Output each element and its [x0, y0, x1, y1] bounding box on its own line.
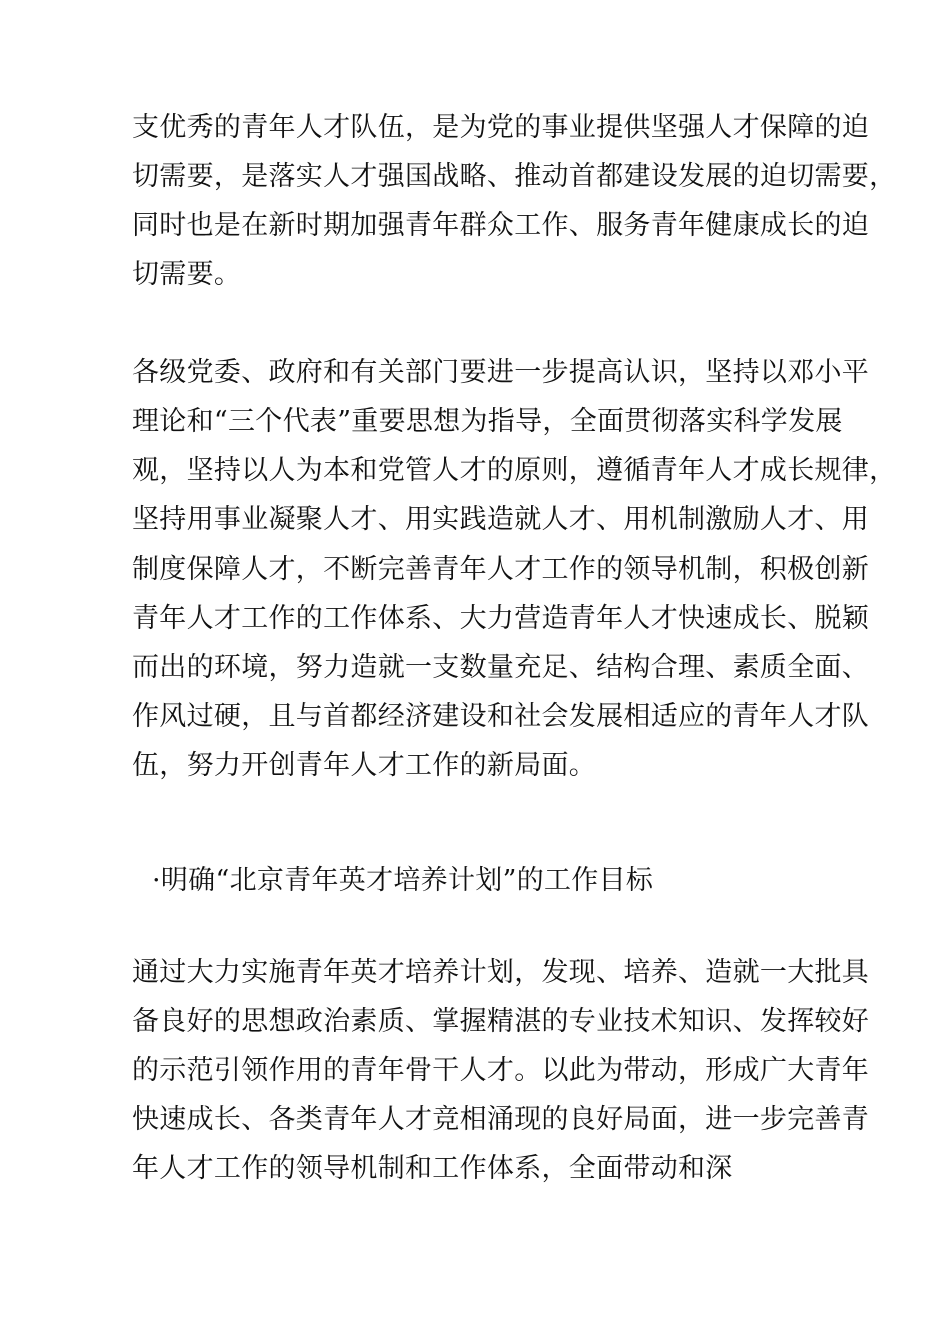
paragraph-2-line-4: 坚持用事业凝聚人才、用实践造就人才、用机制激励人才、用 — [132, 504, 870, 535]
paragraph-1-line-2: 切需要，是落实人才强国战略、推动首都建设发展的迫切需要， — [132, 161, 897, 192]
paragraph-1-line-1: 支优秀的青年人才队伍，是为党的事业提供坚强人才保障的迫 — [132, 112, 870, 143]
paragraph-2-line-8: 作风过硬，且与首都经济建设和社会发展相适应的青年人才队 — [132, 701, 870, 732]
paragraph-3-line-5: 年人才工作的领导机制和工作体系，全面带动和深 — [132, 1153, 733, 1184]
paragraph-2-line-2: 理论和“三个代表”重要思想为指导，全面贯彻落实科学发展 — [132, 406, 843, 437]
paragraph-2-line-9: 伍，努力开创青年人才工作的新局面。 — [132, 750, 597, 781]
section-heading: ·明确“北京青年英才培养计划”的工作目标 — [152, 865, 654, 896]
paragraph-3-line-2: 备良好的思想政治素质、掌握精湛的专业技术知识、发挥较好 — [132, 1006, 870, 1037]
paragraph-3-line-3: 的示范引领作用的青年骨干人才。以此为带动，形成广大青年 — [132, 1055, 870, 1086]
paragraph-3-line-4: 快速成长、各类青年人才竞相涌现的良好局面，进一步完善青 — [132, 1104, 870, 1135]
paragraph-2-line-1: 各级党委、政府和有关部门要进一步提高认识，坚持以邓小平 — [132, 357, 870, 388]
paragraph-2-line-6: 青年人才工作的工作体系、大力营造青年人才快速成长、脱颖 — [132, 603, 870, 634]
paragraph-3-line-1: 通过大力实施青年英才培养计划，发现、培养、造就一大批具 — [132, 957, 870, 988]
paragraph-1-line-3: 同时也是在新时期加强青年群众工作、服务青年健康成长的迫 — [132, 210, 870, 241]
paragraph-2-line-3: 观，坚持以人为本和党管人才的原则，遵循青年人才成长规律， — [132, 455, 897, 486]
paragraph-2-line-7: 而出的环境，努力造就一支数量充足、结构合理、素质全面、 — [132, 652, 870, 683]
paragraph-1-line-4: 切需要。 — [132, 259, 242, 290]
paragraph-2-line-5: 制度保障人才，不断完善青年人才工作的领导机制，积极创新 — [132, 554, 870, 585]
